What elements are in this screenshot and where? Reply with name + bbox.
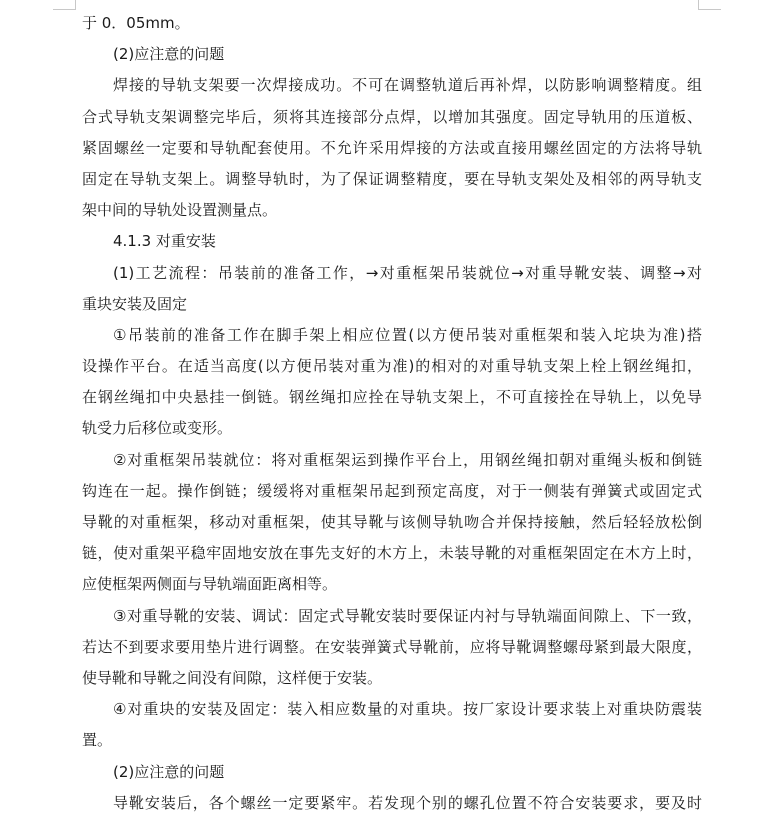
text-line: (1)工艺流程：吊装前的准备工作，→对重框架吊装就位→对重导靴安装、调整→对: [113, 263, 702, 282]
text-line: 导靴的对重框架，移动对重框架，使其导靴与该侧导轨吻合并保持接触，然后轻轻放松倒: [82, 513, 702, 531]
text-line: 于 0．05mm。: [82, 14, 190, 32]
text-line: 轨受力后移位或变形。: [82, 419, 233, 438]
text-line: 链，使对重架平稳牢固地安放在事先支好的木方上，未装导靴的对重框架固定在木方上时，: [82, 544, 702, 563]
text-line: 应使框架两侧面与导轨端面距离相等。: [82, 575, 338, 594]
text-line: 架中间的导轨处设置测量点。: [82, 201, 278, 220]
text-line: ③对重导靴的安装、调试：固定式导靴安装时要保证内衬与导轨端面间隙上、下一致，: [113, 606, 702, 625]
text-line: ①吊装前的准备工作在脚手架上相应位置(以方便吊装对重框架和装入坨块为准)搭: [113, 325, 702, 344]
text-line: (2)应注意的问题: [113, 45, 225, 64]
text-line: 重块安装及固定: [82, 294, 188, 313]
text-line: 合式导轨支架调整完毕后，须将其连接部分点焊，以增加其强度。固定导轨用的压道板、: [82, 107, 702, 126]
text-line: 导靴安装后，各个螺丝一定要紧牢。若发现个别的螺孔位置不符合安装要求，要及时: [113, 793, 702, 812]
text-line: 固定在导轨支架上。调整导轨时，为了保证调整精度，要在导轨支架处及相邻的两导轨支: [82, 169, 702, 188]
text-line: 使导靴和导靴之间没有间隙，这样便于安装。: [82, 668, 383, 687]
text-line: 设操作平台。在适当高度(以方便吊装对重为准)的相对的对重导轨支架上栓上钢丝绳扣，: [82, 357, 702, 376]
text-line: 若达不到要求要用垫片进行调整。在安装弹簧式导靴前，应将导靴调整螺母紧到最大限度，: [82, 637, 702, 656]
text-line: 置。: [82, 731, 113, 750]
text-line: 紧固螺丝一定要和导轨配套使用。不允许采用焊接的方法或直接用螺丝固定的方法将导轨: [82, 138, 702, 157]
text-line: 4.1.3 对重安装: [113, 232, 216, 251]
text-line: ②对重框架吊装就位：将对重框架运到操作平台上，用钢丝绳扣朝对重绳头板和倒链: [113, 450, 702, 469]
document-body: [82, 8, 702, 819]
text-line: 在钢丝绳扣中央悬挂一倒链。钢丝绳扣应拴在导轨支架上，不可直接拴在导轨上，以免导: [82, 388, 702, 407]
crop-mark-top-left: [53, 0, 76, 10]
text-line: 钩连在一起。操作倒链；缓缓将对重框架吊起到预定高度，对于一侧装有弹簧式或固定式: [82, 481, 702, 500]
text-line: (2)应注意的问题: [113, 762, 225, 781]
text-line: ④对重块的安装及固定：装入相应数量的对重块。按厂家设计要求装上对重块防震装: [113, 700, 702, 719]
text-line: 焊接的导轨支架要一次焊接成功。不可在调整轨道后再补焊，以防影响调整精度。组: [113, 76, 702, 95]
